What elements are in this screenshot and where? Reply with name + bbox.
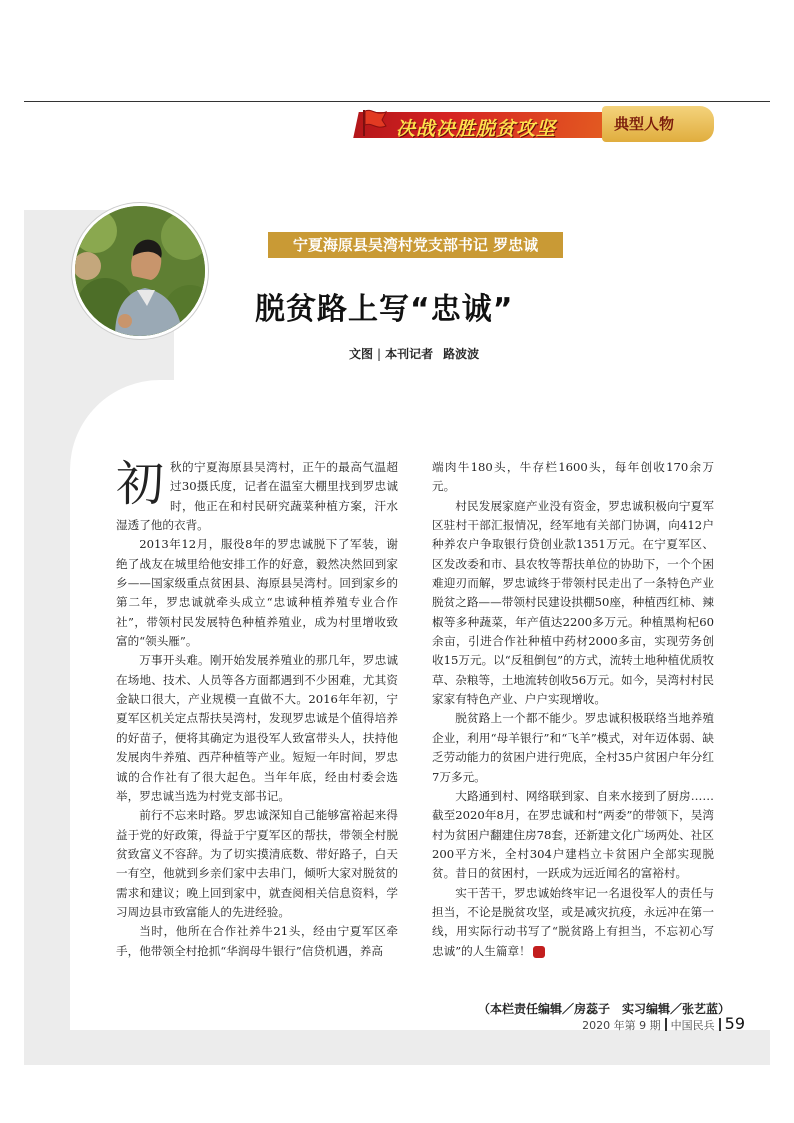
banner-title: 决战决胜脱贫攻坚 xyxy=(396,118,557,140)
page-number: 59 xyxy=(724,1014,745,1033)
profile-subtitle: 宁夏海原县吴湾村党支部书记 罗忠诚 xyxy=(292,236,539,254)
paragraph-5-continued: 端肉牛180头，牛存栏1600头，每年创收170余万元。 xyxy=(432,460,714,494)
paragraph-7: 脱贫路上一个都不能少。罗忠诚积极联络当地养殖企业，利用“母羊银行”和“飞羊”模式，对年迈体弱、缺乏劳动能力的贫困户进行兜底，全村35户贫困户年分红7万多元。 xyxy=(432,711,714,784)
paragraph-5: 当时，他所在合作社养牛21头，经由宁夏军区牵手，他带领全村抢抓“华润母牛银行”信贷机遇，养高 xyxy=(116,924,398,958)
article-headline: 脱贫路上写“忠诚” xyxy=(255,292,514,327)
portrait-image xyxy=(75,206,205,336)
paragraph-text: 实干苦干，罗忠诚始终牢记一名退役军人的责任与担当，不论是脱贫攻坚，或是减灾抗疫，永远冲在第一线，用实际行动书写了“脱贫路上有担当，不忘初心写忠诚”的人生篇章！ xyxy=(432,885,714,958)
portrait-photo xyxy=(72,203,208,339)
folio-publication: 中国民兵 xyxy=(670,1019,715,1032)
paragraph-2: 2013年12月，服役8年的罗忠诚脱下了军装，谢绝了战友在城里给他安排工作的好意，毅然决然回到家乡——国家级重点贫困县、海原县吴湾村。回到家乡的第二年，罗忠诚就牵头成立“忠诚种植养殖专业合作社”，带领村民发展特色种植养殖业，成为村里增收致富的“领头雁”。 xyxy=(116,537,398,649)
editor-credit: （本栏责任编辑／房蕊子 实习编辑／张艺蓝） xyxy=(477,1002,730,1016)
end-mark-icon xyxy=(533,946,545,958)
dropcap: 初 xyxy=(116,456,165,512)
folio-divider xyxy=(665,1018,667,1031)
section-label: 典型人物 xyxy=(614,115,675,133)
folio-issue: 2020 年第 9 期 xyxy=(582,1019,661,1032)
byline-separator: | xyxy=(377,347,382,361)
byline-prefix: 文图 xyxy=(349,347,374,361)
flag-icon xyxy=(360,108,388,138)
paragraph-text: 秋的宁夏海原县吴湾村，正午的最高气温超过30摄氏度，记者在温室大棚里找到罗忠诚时，他正在和村民研究蔬菜种植方案，汗水湿透了他的衣背。 xyxy=(116,460,398,533)
article-column-left xyxy=(116,458,398,961)
paragraph-8: 大路通到村、网络联到家、自来水接到了厨房……截至2020年8月，在罗忠诚和村“两委”的带领下，吴湾村为贫困户翻建住房78套，还新建文化广场两处、社区200平方米，全村304户建档立卡贫困户全部实现脱贫。昔日的贫困村，一跃成为远近闻名的富裕村。 xyxy=(432,788,714,881)
page-folio xyxy=(555,1014,745,1036)
subtitle-bar xyxy=(268,232,563,258)
section-banner xyxy=(356,106,714,142)
byline xyxy=(349,345,479,362)
paragraph-6: 村民发展家庭产业没有资金，罗忠诚积极向宁夏军区驻村干部汇报情况，经军地有关部门协调，向412户种养农户争取银行贷创业款1351万元。在宁夏军区、区发改委和市、县农牧等帮扶单位的协助下，一个个困难迎刃而解，罗忠诚终于带领村民走出了一条特色产业脱贫之路——带领村民建设拱棚50座，种植西红柿、辣椒等多种蔬菜，年产值达2200多万元。种植黑枸杞60余亩，引进合作社种植中药材2000多亩，实现劳务创收15万元。以“反租倒包”的方式，流转土地种植优质牧草、杂粮等，土地流转创收56万元。如今，吴湾村村民家家有特色产业、户户实现增收。 xyxy=(432,498,714,707)
folio-divider xyxy=(719,1018,721,1031)
paragraph-3: 万事开头难。刚开始发展养殖业的那几年，罗忠诚在场地、技术、人员等各方面都遇到不少困难，尤其资金缺口很大，产业规模一直做不大。2016年年初，宁夏军区机关定点帮扶吴湾村，发现罗忠诚是个值得培养的好苗子，便将其确定为退役军人致富带头人，扶持他发展肉牛养殖、西芹种植等产业。短短一年时间，罗忠诚的合作社有了很大起色。当年年底，经由村委会选举，罗忠诚当选为村党支部书记。 xyxy=(116,653,398,803)
byline-role: 本刊记者 xyxy=(385,347,434,361)
byline-name: 路波波 xyxy=(443,347,480,361)
paragraph-4: 前行不忘来时路。罗忠诚深知自己能够富裕起来得益于党的好政策，得益于宁夏军区的帮扶，带领全村脱贫致富义不容辞。为了切实摸清底数、带好路子，白天一有空，他就到乡亲们家中去串门，倾听大家对脱贫的需求和建议；晚上回到家中，就查阅相关信息资料，学习周边县市致富能人的先进经验。 xyxy=(116,808,398,919)
paragraph-9 xyxy=(432,884,714,961)
article-column-right xyxy=(432,458,714,961)
paragraph-1 xyxy=(116,458,398,535)
header-rule xyxy=(24,101,770,102)
